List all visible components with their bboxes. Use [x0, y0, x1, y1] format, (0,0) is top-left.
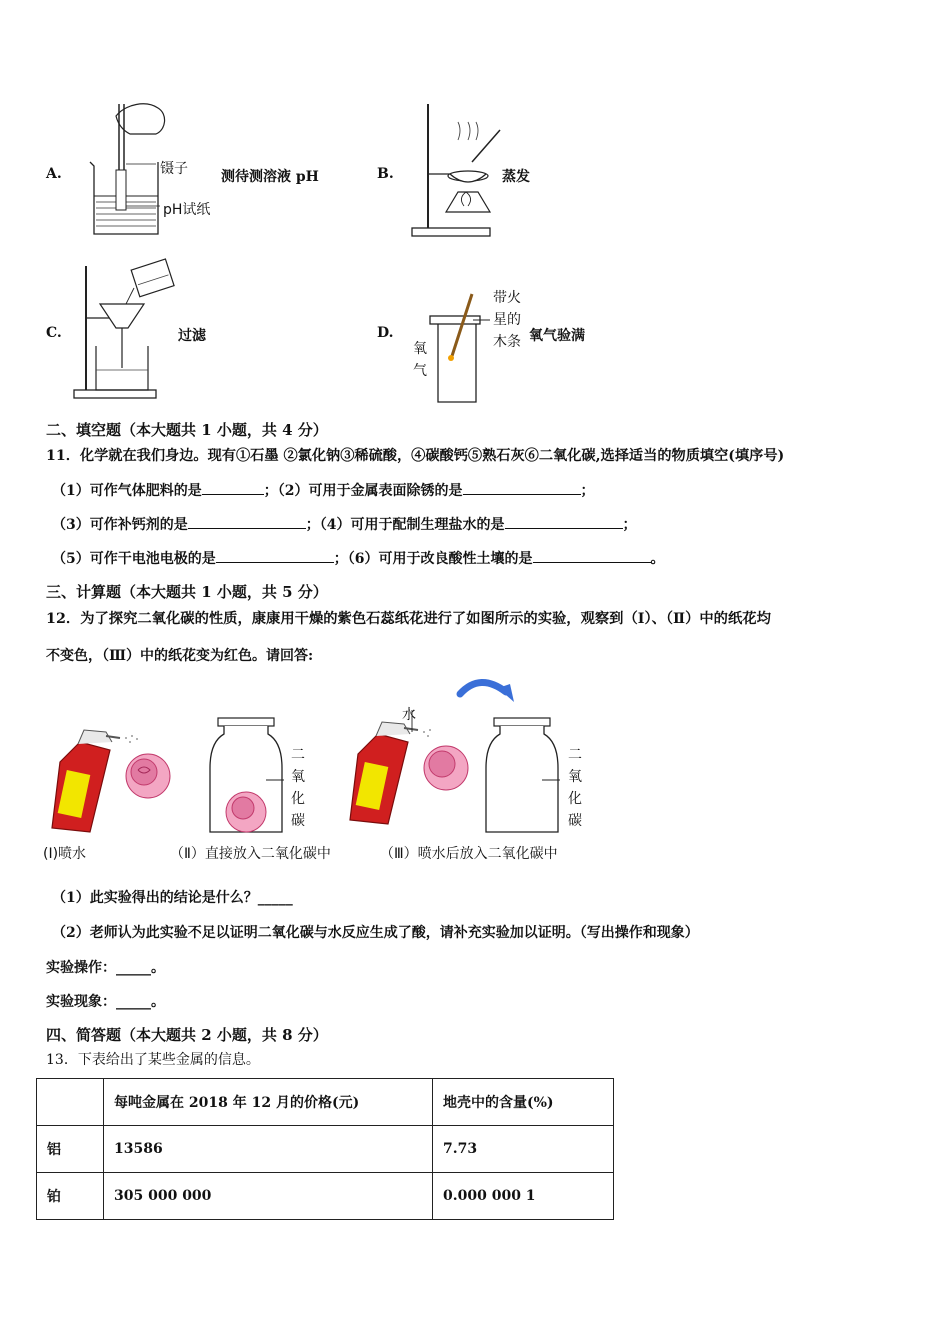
section-4-header: 四、简答题（本大题共 2 小题，共 8 分）	[46, 1026, 328, 1044]
q11-part-6: ；（6）可用于改良酸性土壤的是	[333, 551, 533, 567]
rose-icon	[126, 754, 170, 798]
option-d-caption: 氧气验满	[529, 328, 585, 344]
q13-stem: 13．下表给出了某些金属的信息。	[46, 1052, 260, 1068]
table-header-cell: 地壳中的含量(%)	[433, 1079, 614, 1126]
table-header-row	[37, 1079, 614, 1126]
q12-sub-1: （1）此实验得出的结论是什么？_____	[52, 890, 293, 906]
q11-blank-1[interactable]	[202, 480, 264, 495]
q11-part-4-end: ；	[622, 517, 637, 533]
q11-part-5: （5）可作干电池电极的是	[52, 551, 216, 567]
q11-blank-2[interactable]	[463, 480, 581, 495]
oxygen-test-figure	[428, 290, 498, 406]
q11-blank-5[interactable]	[216, 548, 334, 563]
q11-blank-3[interactable]	[188, 514, 306, 529]
sprayer-icon	[52, 730, 120, 832]
q12-sub-2: （2）老师认为此实验不足以证明二氧化碳与水反应生成了酸，请补充实验加以证明。（写出操作和现象）	[52, 925, 699, 941]
tweezers-label: 镊子	[160, 161, 188, 177]
option-a-letter: A.	[46, 166, 62, 182]
table-row	[37, 1126, 614, 1173]
option-c-caption: 过滤	[178, 328, 206, 344]
metal-info-table	[36, 1078, 614, 1220]
table-cell: 13586	[104, 1126, 433, 1173]
evaporation-figure	[408, 100, 508, 240]
section-2-header: 二、填空题（本大题共 1 小题，共 4 分）	[46, 421, 328, 439]
co2-label-jar2-4: 碳	[291, 813, 305, 829]
co2-label-jar3-2: 氧	[568, 769, 582, 785]
jar-icon	[210, 718, 284, 832]
option-b-caption: 蒸发	[502, 169, 530, 185]
option-a-caption: 测待测溶液 pH	[221, 169, 319, 185]
q11-part-6-end: 。	[650, 551, 665, 567]
q11-stem: 11．化学就在我们身边。现有①石墨 ②氯化钠③稀硫酸，④碳酸钙⑤熟石灰⑥二氧化碳,选择适当的物质填空(填序号)	[46, 448, 785, 464]
caption-spray-then-co2: （Ⅲ）喷水后放入二氧化碳中	[380, 846, 558, 862]
ph-test-figure	[86, 100, 226, 240]
co2-label-jar2-1: 二	[291, 747, 305, 763]
table-cell: 0.000 000 1	[433, 1173, 614, 1220]
table-cell: 铂	[37, 1173, 104, 1220]
q11-blank-4[interactable]	[505, 514, 623, 529]
caption-direct-co2: （Ⅱ）直接放入二氧化碳中	[170, 846, 331, 862]
q12-operation: 实验操作：_____。	[46, 960, 165, 976]
co2-label-jar3-3: 化	[568, 791, 582, 807]
table-cell: 铝	[37, 1126, 104, 1173]
table-cell: 7.73	[433, 1126, 614, 1173]
table-cell: 305 000 000	[104, 1173, 433, 1220]
q12-stem-line-2: 不变色，（Ⅲ）中的纸花变为红色。请回答:	[46, 648, 314, 664]
q11-blank-6[interactable]	[533, 548, 651, 563]
stick-label-3: 木条	[493, 334, 521, 350]
option-c-letter: C.	[46, 325, 62, 341]
q11-part-3: （3）可作补钙剂的是	[52, 517, 188, 533]
q11-line-3	[52, 548, 665, 568]
table-header-cell	[37, 1079, 104, 1126]
q12-phenomenon: 实验现象：_____。	[46, 994, 165, 1010]
water-label: 水	[402, 707, 416, 723]
co2-label-jar2-3: 化	[291, 791, 305, 807]
filtration-figure	[72, 258, 182, 404]
q11-line-2	[52, 514, 637, 534]
option-b-letter: B.	[377, 166, 394, 182]
stick-label-1: 带火	[493, 290, 521, 306]
section-3-header: 三、计算题（本大题共 1 小题，共 5 分）	[46, 583, 328, 601]
q11-part-1: （1）可作气体肥料的是	[52, 483, 202, 499]
co2-label-jar2-2: 氧	[291, 769, 305, 785]
table-row	[37, 1173, 614, 1220]
q11-part-4: ；（4）可用于配制生理盐水的是	[305, 517, 505, 533]
co2-label-jar3-4: 碳	[568, 813, 582, 829]
co2-label-jar3-1: 二	[568, 747, 582, 763]
q12-stem-line-1: 12．为了探究二氧化碳的性质，康康用干燥的紫色石蕊纸花进行了如图所示的实验，观察到（I）、（Ⅱ）中的纸花均	[46, 611, 771, 627]
gas-label-2: 气	[413, 363, 427, 379]
ph-paper-label: pH试纸	[163, 202, 211, 218]
q11-part-2-end: ；	[580, 483, 595, 499]
option-d-letter: D.	[377, 325, 394, 341]
q11-line-1	[52, 480, 595, 500]
caption-spray-water: (I)喷水	[43, 846, 87, 862]
q11-part-2: ；（2）可用于金属表面除锈的是	[263, 483, 463, 499]
co2-experiment-figure	[40, 672, 600, 840]
stick-label-2: 星的	[493, 312, 521, 328]
table-header-cell: 每吨金属在 2018 年 12 月的价格(元)	[104, 1079, 433, 1126]
gas-label-1: 氧	[413, 341, 427, 357]
